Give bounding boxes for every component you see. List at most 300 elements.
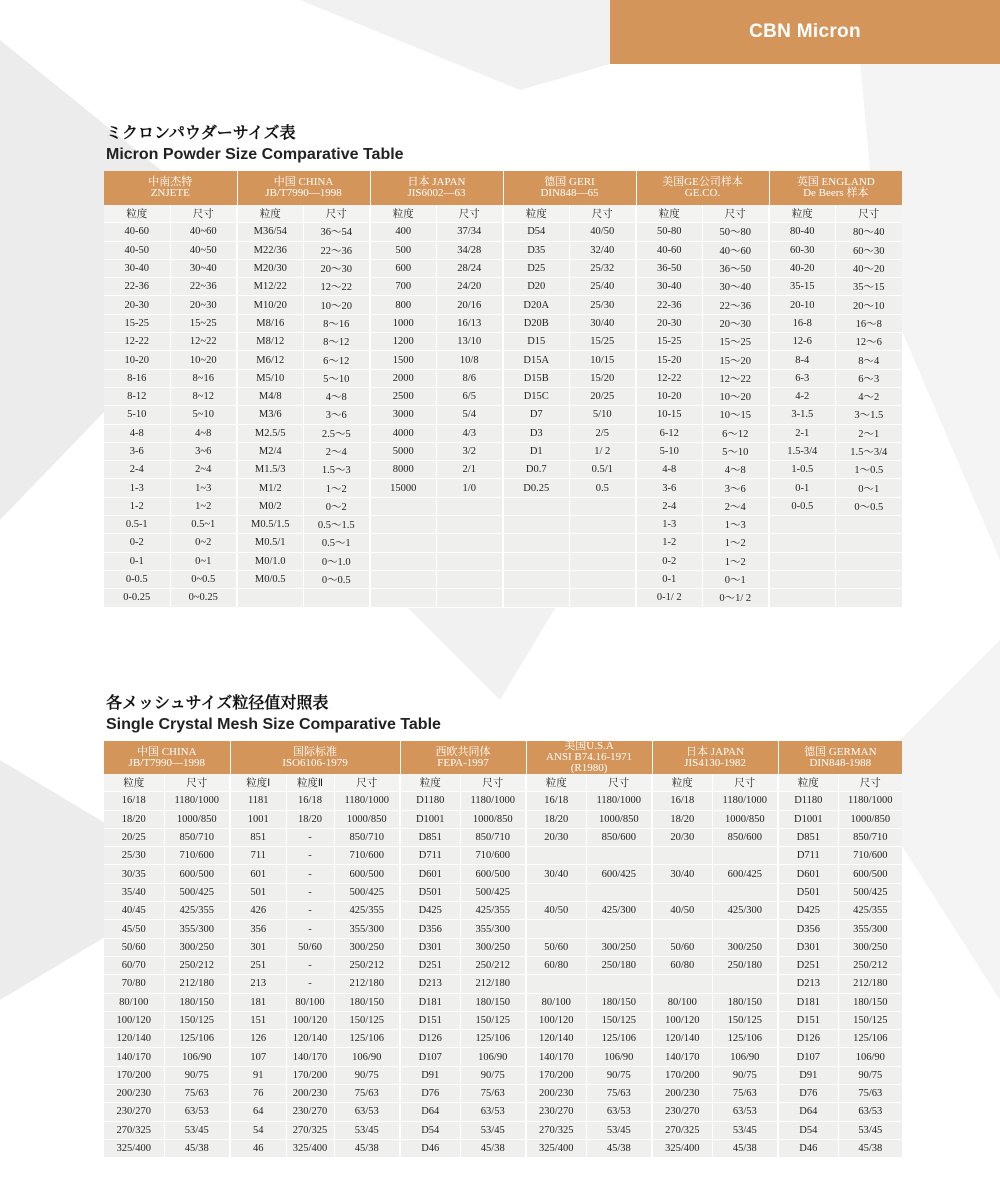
table-cell: 16～8 (835, 314, 902, 332)
group-header-line2: DIN848-1988 (809, 756, 872, 769)
table-cell: 30/40 (526, 865, 586, 883)
table-row (104, 865, 902, 883)
table-cell: 700 (370, 278, 436, 296)
group-header-line2: De Beers 样本 (803, 187, 869, 199)
table-cell (769, 516, 835, 534)
table-cell: 1180/1000 (460, 792, 526, 810)
table-cell: 13/10 (436, 333, 503, 351)
table-cell: 230/270 (286, 1103, 334, 1121)
table-cell: 0～1 (702, 570, 769, 588)
table-cell: 1～3 (702, 516, 769, 534)
table-cell (436, 570, 503, 588)
table-cell: 850/600 (586, 828, 652, 846)
group-header-line2: ZNJETE (150, 187, 190, 199)
group-header-line1: 日本 JAPAN (686, 745, 745, 758)
table-cell (436, 534, 503, 552)
table-cell: 150/125 (838, 1011, 902, 1029)
table-cell: 106/90 (586, 1048, 652, 1066)
table-cell: 15～20 (702, 351, 769, 369)
table-cell (652, 920, 712, 938)
table-cell: D54 (778, 1121, 838, 1139)
table-cell: 15-20 (636, 351, 702, 369)
table-cell (769, 589, 835, 607)
table-cell: 20/16 (436, 296, 503, 314)
table-cell: 4～8 (702, 461, 769, 479)
table-cell: 600 (370, 259, 436, 277)
table-cell: 125/106 (460, 1030, 526, 1048)
table-cell: D126 (400, 1030, 460, 1048)
group-header-line1: 中国 CHINA (136, 745, 197, 758)
table-cell: 500/425 (164, 883, 230, 901)
table-cell: 40～60 (702, 241, 769, 259)
table-cell: 20/30 (652, 828, 712, 846)
table-cell: 425/300 (586, 902, 652, 920)
table-cell: 400 (370, 223, 436, 241)
table-cell: 10-20 (104, 351, 170, 369)
table-cell (835, 570, 902, 588)
table-cell: 90/75 (712, 1066, 778, 1084)
table-cell: 22-36 (104, 278, 170, 296)
table-cell: 30-40 (636, 278, 702, 296)
table-group-header-cell (400, 741, 526, 774)
table-cell (835, 516, 902, 534)
table-cell (712, 847, 778, 865)
table-cell: 45/38 (838, 1139, 902, 1157)
table-cell: - (286, 920, 334, 938)
table-cell: M0/0.5 (237, 570, 303, 588)
table-cell: 20-10 (769, 296, 835, 314)
table-cell: 425/355 (334, 902, 400, 920)
table-group-header-cell (769, 171, 902, 205)
table-cell: 53/45 (460, 1121, 526, 1139)
table-cell (769, 534, 835, 552)
table-row (104, 369, 902, 387)
table-cell: 35～15 (835, 278, 902, 296)
table-cell: 80/100 (526, 993, 586, 1011)
table-cell: 0-1 (636, 570, 702, 588)
table-cell: M6/12 (237, 351, 303, 369)
table-cell: 230/270 (652, 1103, 712, 1121)
table-cell: 34/28 (436, 241, 503, 259)
table-cell: 10～20 (303, 296, 370, 314)
table-cell: 2000 (370, 369, 436, 387)
table-cell: 16/13 (436, 314, 503, 332)
table-cell: 1001 (230, 810, 286, 828)
table-cell: 5/10 (569, 406, 636, 424)
table-cell: 1～0.5 (835, 461, 902, 479)
table-row (104, 1011, 902, 1029)
table-cell: 300/250 (164, 938, 230, 956)
table-cell: 90/75 (334, 1066, 400, 1084)
table-cell: 45/38 (164, 1139, 230, 1157)
table-cell: 8-12 (104, 387, 170, 405)
group-header-line2: JB/T7990—1998 (128, 756, 205, 769)
table-row (104, 479, 902, 497)
table-cell: 45/38 (712, 1139, 778, 1157)
table-cell: 850/710 (460, 828, 526, 846)
table-group-header-cell (778, 741, 902, 774)
table-cell: 50/60 (286, 938, 334, 956)
table-cell: 120/140 (652, 1030, 712, 1048)
table-cell: 53/45 (712, 1121, 778, 1139)
table-cell: 45/38 (586, 1139, 652, 1157)
table-cell: M8/16 (237, 314, 303, 332)
table-cell: 140/170 (652, 1048, 712, 1066)
table-cell: 15000 (370, 479, 436, 497)
table-cell: 8～12 (303, 333, 370, 351)
table-cell: D54 (400, 1121, 460, 1139)
table-cell: D501 (400, 883, 460, 901)
table-subheader-cell: 粒度 (370, 205, 436, 223)
table-cell: 25/30 (569, 296, 636, 314)
table-cell: 20～30 (702, 314, 769, 332)
table-cell: 6～12 (702, 424, 769, 442)
table-cell: 200/230 (526, 1085, 586, 1103)
section2-title-jp: 各メッシュサイズ粒径值对照表 (106, 693, 329, 712)
table-row (104, 296, 902, 314)
table-cell (569, 497, 636, 515)
table-cell (712, 883, 778, 901)
table-cell: D1180 (778, 792, 838, 810)
table-cell: 45/38 (334, 1139, 400, 1157)
table-cell: 18/20 (652, 810, 712, 828)
table-cell: 1.5～3 (303, 461, 370, 479)
group-header-line2: JB/T7990—1998 (265, 187, 342, 199)
table-cell: 3～6 (303, 406, 370, 424)
table-cell (526, 920, 586, 938)
table-cell: 2-4 (104, 461, 170, 479)
table-cell: D91 (778, 1066, 838, 1084)
table-group-header-cell (503, 171, 636, 205)
table-subheader-cell: 粒度 (503, 205, 569, 223)
table-row (104, 589, 902, 607)
table-cell: 3/2 (436, 442, 503, 460)
table-cell: 30/40 (652, 865, 712, 883)
table-cell: 170/200 (526, 1066, 586, 1084)
table-cell: 1180/1000 (586, 792, 652, 810)
table-row (104, 406, 902, 424)
table-cell (769, 570, 835, 588)
table-cell: 2.5～5 (303, 424, 370, 442)
table-cell: M8/12 (237, 333, 303, 351)
table-cell: 8~16 (170, 369, 237, 387)
table-cell: 711 (230, 847, 286, 865)
table-cell: 8～16 (303, 314, 370, 332)
table-cell: 100/120 (104, 1011, 164, 1029)
table-row (104, 442, 902, 460)
table-cell: 4~8 (170, 424, 237, 442)
table-cell: 30～40 (702, 278, 769, 296)
table-cell: 64 (230, 1103, 286, 1121)
table-cell: 3-6 (636, 479, 702, 497)
table-group-header (104, 741, 902, 774)
table-cell: 250/212 (164, 956, 230, 974)
table-cell: 70/80 (104, 975, 164, 993)
table-cell: 150/125 (334, 1011, 400, 1029)
table-cell (569, 552, 636, 570)
table-cell: 180/150 (164, 993, 230, 1011)
table-cell: 20-30 (636, 314, 702, 332)
table-cell: 20/30 (526, 828, 586, 846)
table-row (104, 241, 902, 259)
table-row (104, 333, 902, 351)
table-cell (586, 975, 652, 993)
table-cell: 0-1 (769, 479, 835, 497)
table-cell: D107 (778, 1048, 838, 1066)
table-cell: 90/75 (460, 1066, 526, 1084)
table-cell: 16/18 (104, 792, 164, 810)
table-cell: D64 (778, 1103, 838, 1121)
table-cell: 120/140 (526, 1030, 586, 1048)
table-row (104, 920, 902, 938)
table-row (104, 938, 902, 956)
table-cell: D851 (778, 828, 838, 846)
table-cell: D851 (400, 828, 460, 846)
table-cell: 150/125 (460, 1011, 526, 1029)
table-group-header-cell (652, 741, 778, 774)
table-cell: M0/1.0 (237, 552, 303, 570)
table-cell: 60/80 (526, 956, 586, 974)
table-row (104, 1048, 902, 1066)
table-cell: 1/0 (436, 479, 503, 497)
table-cell (503, 516, 569, 534)
table-cell: D1180 (400, 792, 460, 810)
table-cell: 40~60 (170, 223, 237, 241)
table-subheader-cell: 尺寸 (436, 205, 503, 223)
table-cell (503, 534, 569, 552)
table-row (104, 1030, 902, 1048)
table-cell: 8-16 (104, 369, 170, 387)
table-cell: 53/45 (334, 1121, 400, 1139)
table-subheader-cell: 粒度Ⅰ (230, 774, 286, 792)
table-cell: 2-1 (769, 424, 835, 442)
table-cell (835, 552, 902, 570)
table-cell: 355/300 (460, 920, 526, 938)
table-cell: 80/100 (286, 993, 334, 1011)
table-cell: 1-3 (104, 479, 170, 497)
table-group-header-cell (237, 171, 370, 205)
table-cell: M4/8 (237, 387, 303, 405)
table-cell: 200/230 (652, 1085, 712, 1103)
group-header-line1: 美国U.S.A (564, 740, 614, 752)
table-subheader-cell: 尺寸 (586, 774, 652, 792)
table-cell: 20-30 (104, 296, 170, 314)
section1-title-jp: ミクロンパウダーサイズ表 (106, 123, 296, 142)
table-cell: 850/710 (334, 828, 400, 846)
table-cell: 50-80 (636, 223, 702, 241)
table-cell (569, 570, 636, 588)
table-cell: 80/100 (104, 993, 164, 1011)
table-row (104, 516, 902, 534)
table-cell: 600/425 (712, 865, 778, 883)
table-cell: 1~2 (170, 497, 237, 515)
table-cell: 37/34 (436, 223, 503, 241)
table-cell: 0~0.5 (170, 570, 237, 588)
table-cell: 0-1/ 2 (636, 589, 702, 607)
table-cell: 80-40 (769, 223, 835, 241)
table-cell: 16/18 (652, 792, 712, 810)
table-cell: 6-12 (636, 424, 702, 442)
group-header-line3: (R1980) (570, 762, 608, 774)
table-cell: 60/80 (652, 956, 712, 974)
section2-title-en: Single Crystal Mesh Size Comparative Table (106, 716, 441, 733)
table-cell: 100/120 (652, 1011, 712, 1029)
table-cell: 5-10 (636, 442, 702, 460)
table-cell: 45/50 (104, 920, 164, 938)
table-cell: 22-36 (636, 296, 702, 314)
table-cell: 1000/850 (460, 810, 526, 828)
table-cell: M10/20 (237, 296, 303, 314)
table-cell: 12～22 (303, 278, 370, 296)
table-cell: 1-2 (636, 534, 702, 552)
table-cell: 16/18 (286, 792, 334, 810)
table-cell: 4/3 (436, 424, 503, 442)
table-cell (370, 589, 436, 607)
table-cell: 150/125 (586, 1011, 652, 1029)
table-cell: 35/40 (104, 883, 164, 901)
table-cell: 180/150 (586, 993, 652, 1011)
table-cell: 170/200 (286, 1066, 334, 1084)
table-cell: 63/53 (334, 1103, 400, 1121)
table-cell: 63/53 (712, 1103, 778, 1121)
table-cell: 15-25 (104, 314, 170, 332)
table-cell: M22/36 (237, 241, 303, 259)
table-cell: 12～6 (835, 333, 902, 351)
table-cell: 75/63 (334, 1085, 400, 1103)
table-cell: 5/4 (436, 406, 503, 424)
table-row (104, 351, 902, 369)
table-cell: 80/100 (652, 993, 712, 1011)
table-cell: D46 (778, 1139, 838, 1157)
table-cell: D15B (503, 369, 569, 387)
table-cell: 125/106 (334, 1030, 400, 1048)
table-row (104, 259, 902, 277)
table-cell: 325/400 (526, 1139, 586, 1157)
table-cell: D91 (400, 1066, 460, 1084)
table-cell: 4～2 (835, 387, 902, 405)
table-row (104, 570, 902, 588)
table-cell: 53/45 (838, 1121, 902, 1139)
table-cell: M3/6 (237, 406, 303, 424)
table-cell: 600/500 (460, 865, 526, 883)
table-cell: 300/250 (586, 938, 652, 956)
table-cell: 126 (230, 1030, 286, 1048)
group-header-line1: 西欧共同体 (435, 745, 491, 758)
table-row (104, 497, 902, 515)
table-cell: 106/90 (838, 1048, 902, 1066)
table-cell: 230/270 (526, 1103, 586, 1121)
table-cell: 60/70 (104, 956, 164, 974)
table-cell: D54 (503, 223, 569, 241)
table-row (104, 1139, 902, 1157)
table-row (104, 792, 902, 810)
group-header-line1: 德国 GERMAN (804, 745, 877, 758)
table-cell: - (286, 847, 334, 865)
table-cell: D213 (778, 975, 838, 993)
table-row (104, 534, 902, 552)
table-cell: 212/180 (334, 975, 400, 993)
table-cell: D213 (400, 975, 460, 993)
table-cell: M5/10 (237, 369, 303, 387)
mesh-size-table (104, 741, 902, 1158)
table-cell: 2～4 (303, 442, 370, 460)
table-subheader-cell: 尺寸 (303, 205, 370, 223)
table-cell: 8/6 (436, 369, 503, 387)
table-subheader-cell: 粒度 (400, 774, 460, 792)
table-cell: 0.5/1 (569, 461, 636, 479)
table-cell: M2/4 (237, 442, 303, 460)
micron-size-table (104, 171, 902, 608)
table-cell: 15~25 (170, 314, 237, 332)
table-cell: 425/355 (838, 902, 902, 920)
table-cell: 355/300 (838, 920, 902, 938)
table-cell: 63/53 (164, 1103, 230, 1121)
table-subheader-cell: 尺寸 (334, 774, 400, 792)
table-cell: D0.7 (503, 461, 569, 479)
table-cell: 90/75 (838, 1066, 902, 1084)
table-cell: M0.5/1.5 (237, 516, 303, 534)
table-cell: 600/500 (164, 865, 230, 883)
table-row (104, 1085, 902, 1103)
table-cell: 32/40 (569, 241, 636, 259)
table-cell: 36-50 (636, 259, 702, 277)
table-cell: 4-2 (769, 387, 835, 405)
table-cell: M0/2 (237, 497, 303, 515)
table-cell (436, 552, 503, 570)
table-cell: 0～1 (835, 479, 902, 497)
table-cell: 2~4 (170, 461, 237, 479)
table-cell: 0-1 (104, 552, 170, 570)
table-subheader-cell: 粒度 (104, 205, 170, 223)
table-row (104, 883, 902, 901)
group-header-line1: 国际标准 (293, 745, 337, 758)
table-cell: 1000/850 (586, 810, 652, 828)
table-cell (652, 975, 712, 993)
table-cell: 106/90 (164, 1048, 230, 1066)
table-cell: 1-0.5 (769, 461, 835, 479)
table-cell: 850/710 (164, 828, 230, 846)
group-header-line2: JIS4130-1982 (684, 756, 746, 769)
table-cell (835, 534, 902, 552)
group-header-line1: 中国 CHINA (273, 176, 334, 188)
table-cell: 1-2 (104, 497, 170, 515)
table-row (104, 1103, 902, 1121)
table-cell: 0.5 (569, 479, 636, 497)
table-cell (237, 589, 303, 607)
table-cell: M2.5/5 (237, 424, 303, 442)
table-cell: 20/25 (104, 828, 164, 846)
table-cell: 1000/850 (164, 810, 230, 828)
table-row (104, 828, 902, 846)
table-cell: 0～1.0 (303, 552, 370, 570)
table-cell: 8-4 (769, 351, 835, 369)
table-cell: D15C (503, 387, 569, 405)
table-cell: 0-2 (104, 534, 170, 552)
table-cell: D425 (400, 902, 460, 920)
table-cell: D425 (778, 902, 838, 920)
table-cell: 0-0.5 (104, 570, 170, 588)
table-cell (526, 883, 586, 901)
table-cell: 63/53 (460, 1103, 526, 1121)
table-cell: D151 (400, 1011, 460, 1029)
table-cell: 50/60 (526, 938, 586, 956)
table-cell: 601 (230, 865, 286, 883)
table-row (104, 278, 902, 296)
table-cell: 50/60 (104, 938, 164, 956)
table-cell: 3-1.5 (769, 406, 835, 424)
section1-title-en: Micron Powder Size Comparative Table (106, 146, 404, 163)
table-cell (569, 589, 636, 607)
